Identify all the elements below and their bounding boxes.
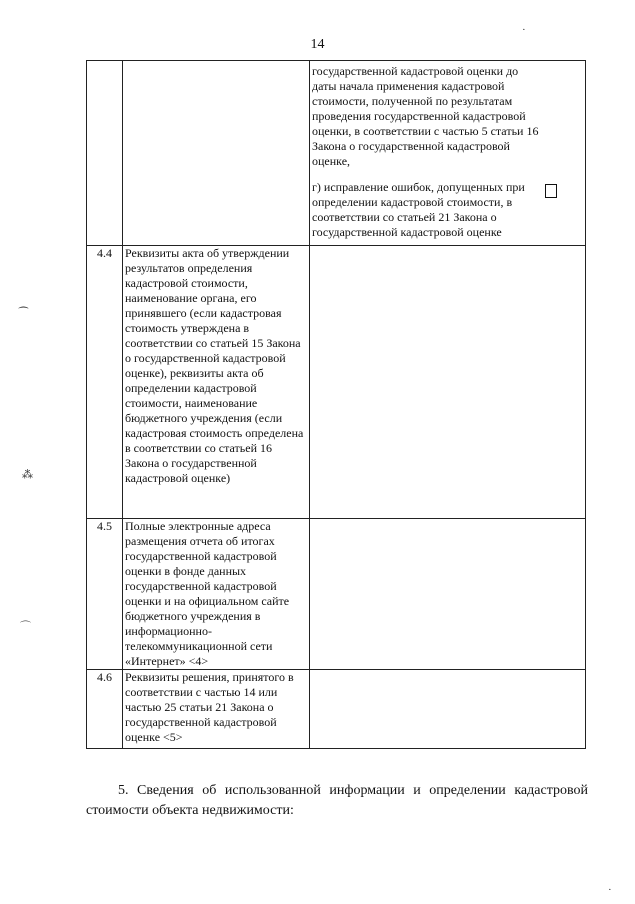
row-label: Полные электронные адреса размещения отчета об итогах государственной кадастровой оценки в фонде данных государственной кадастровой оценки и на официальном сайте бюджетного учреждения в информационно-телекоммуникационной сети «Интернет» <4>: [123, 519, 310, 670]
table-row: [87, 670, 586, 749]
number-cell: [87, 61, 123, 246]
section-5-text: 5. Сведения об использованной информации и определении кадастровой стоимости объекта недвижимости:: [86, 783, 588, 818]
page-number: 14: [310, 37, 325, 52]
continued-text-a: государственной кадастровой оценки до даты начала применения кадастровой стоимости, полученной по результатам проведения государственной кадастровой оценки, в соответствии с частью 5 статьи 16 Закона о государственной кадастровой оценке,: [312, 64, 539, 168]
checkbox[interactable]: [545, 184, 557, 198]
table-row: [87, 246, 586, 519]
row-label: Реквизиты решения, принятого в соответствии с частью 14 или частью 25 статьи 21 Закона о государственной кадастровой оценке <5>: [123, 670, 310, 749]
scan-speck: ⁀: [19, 308, 28, 320]
row-number: 4.6: [87, 670, 123, 749]
label-cell: [123, 61, 310, 246]
row-value[interactable]: [310, 670, 586, 749]
continued-text-b: г) исправление ошибок, допущенных при определении кадастровой стоимости, в соответствии со статьей 21 Закона о государственной кадастровой оценке: [312, 180, 525, 239]
row-label: Реквизиты акта об утверждении результатов определения кадастровой стоимости, наименование органа, его принявшего (если кадастровая стоимость утверждена в соответствии со статьей 15 Закона о государственной кадастровой оценке), реквизиты акта об определении кадастровой стоимости, наименование бюджетного учреждения (если кадастровая стоимость определена в соответствии со статьей 16 Закона о государственной кадастровой оценке): [123, 246, 310, 519]
row-value[interactable]: [310, 519, 586, 670]
scan-speck: ⌒: [20, 621, 31, 633]
scan-speck: ·: [522, 24, 526, 36]
table-row: [87, 519, 586, 670]
document-table: [86, 60, 586, 749]
row-number: 4.4: [87, 246, 123, 519]
scan-speck: ·: [608, 884, 612, 896]
row-number: 4.5: [87, 519, 123, 670]
table-row-continued: [87, 61, 586, 246]
value-cell: [310, 61, 586, 246]
row-value[interactable]: [310, 246, 586, 519]
scan-speck: ⁂: [22, 469, 33, 481]
